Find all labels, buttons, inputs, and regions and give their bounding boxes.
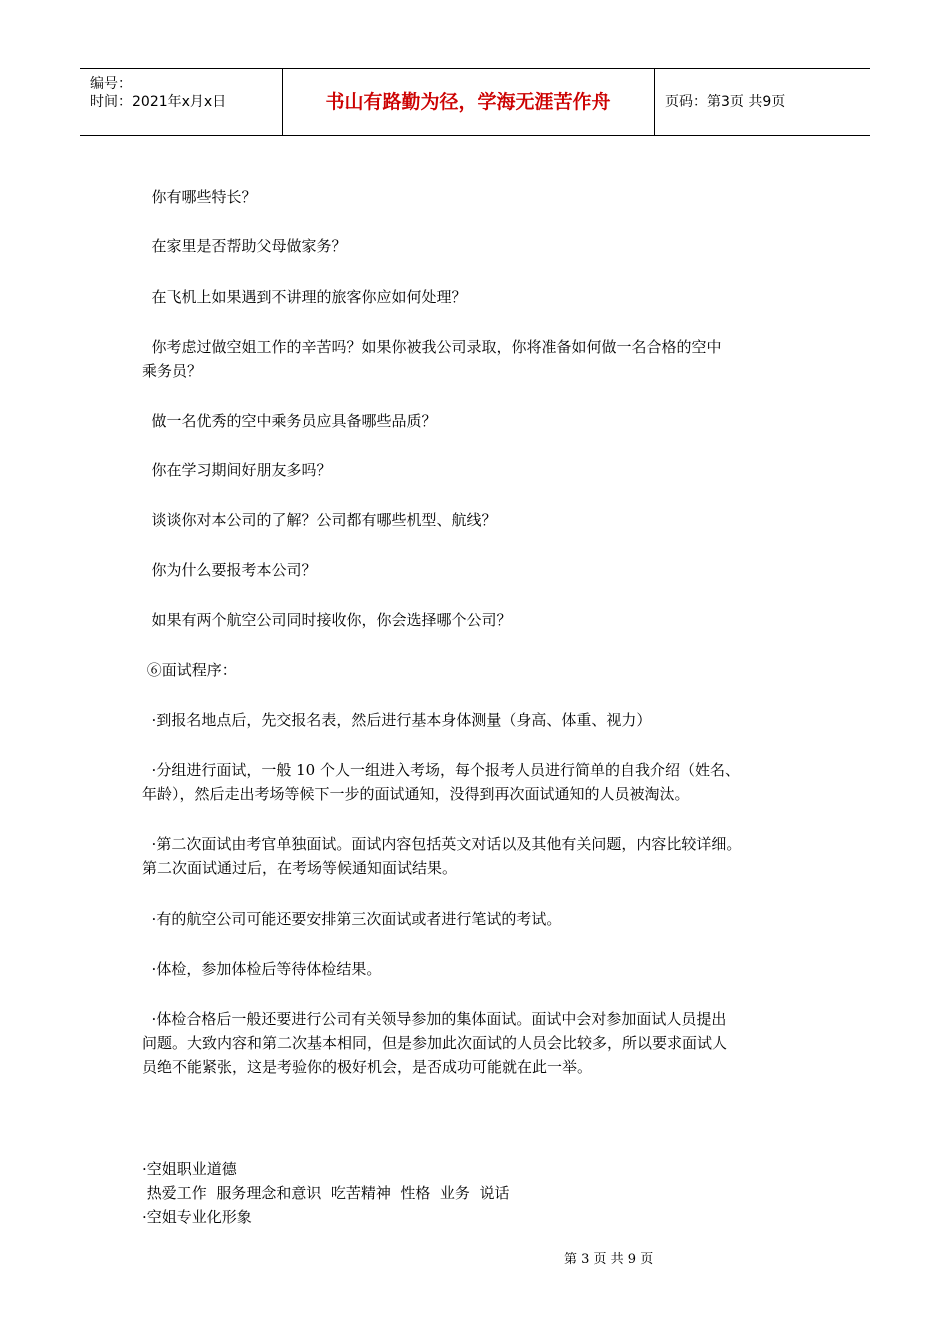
document-number-label: 编号： (90, 76, 132, 92)
question-specialty: 你有哪些特长？ (142, 188, 257, 206)
question-qualities: 做一名优秀的空中乘务员应具备哪些品质？ (142, 412, 437, 430)
question-housework: 在家里是否帮助父母做家务？ (142, 237, 347, 255)
procedure-step-registration: ·到报名地点后，先交报名表，然后进行基本身体测量（身高、体重、视力） (142, 711, 652, 729)
heading-professional-ethics: ·空姐职业道德 (142, 1160, 237, 1178)
question-why-company: 你为什么要报考本公司？ (142, 561, 317, 579)
procedure-step-group-interview: ·分组进行面试，一般 10 个人一组进入考场，每个报考人员进行简单的自我介绍（姓名、 年龄），然后走出考场等候下一步的面试通知，没得到再次面试通知的人员被淘汰。 (142, 761, 740, 803)
procedure-step-medical-exam: ·体检，参加体检后等待体检结果。 (142, 960, 382, 978)
question-friends: 你在学习期间好朋友多吗？ (142, 461, 332, 479)
page-header (80, 68, 870, 136)
question-unreasonable-passenger: 在飞机上如果遇到不讲理的旅客你应如何处理？ (142, 288, 467, 306)
ethics-items: 热爱工作 服务理念和意识 吃苦精神 性格 业务 说话 (142, 1184, 510, 1202)
header-meta (80, 69, 283, 135)
header-page-indicator: 页码：第3页 共9页 (665, 94, 786, 110)
procedure-step-third-interview: ·有的航空公司可能还要安排第三次面试或者进行笔试的考试。 (142, 910, 562, 928)
question-two-offers: 如果有两个航空公司同时接收你，你会选择哪个公司？ (142, 611, 512, 629)
document-date: 时间：2021年x月x日 (90, 94, 227, 110)
heading-professional-image: ·空姐专业化形象 (142, 1208, 252, 1226)
section-heading-interview-procedure: ⑥面试程序： (142, 661, 237, 679)
question-company-knowledge: 谈谈你对本公司的了解？公司都有哪些机型、航线？ (142, 511, 497, 529)
question-hardship: 你考虑过做空姐工作的辛苦吗？如果你被我公司录取，你将准备如何做一名合格的空中 乘务员？ (142, 338, 722, 380)
page-footer: 第 3 页 共 9 页 (564, 1252, 654, 1267)
header-motto: 书山有路勤为径，学海无涯苦作舟 (282, 69, 655, 135)
procedure-step-group-final-interview: ·体检合格后一般还要进行公司有关领导参加的集体面试。面试中会对参加面试人员提出 问题。大致内容和第二次基本相同，但是参加此次面试的人员会比较多，所以要求面试人 员绝不能紧张，这是考验你的极好机会，是否成功可能就在此一举。 (142, 1010, 728, 1076)
procedure-step-second-interview: ·第二次面试由考官单独面试。面试内容包括英文对话以及其他有关问题，内容比较详细。 第二次面试通过后，在考场等候通知面试结果。 (142, 835, 742, 877)
